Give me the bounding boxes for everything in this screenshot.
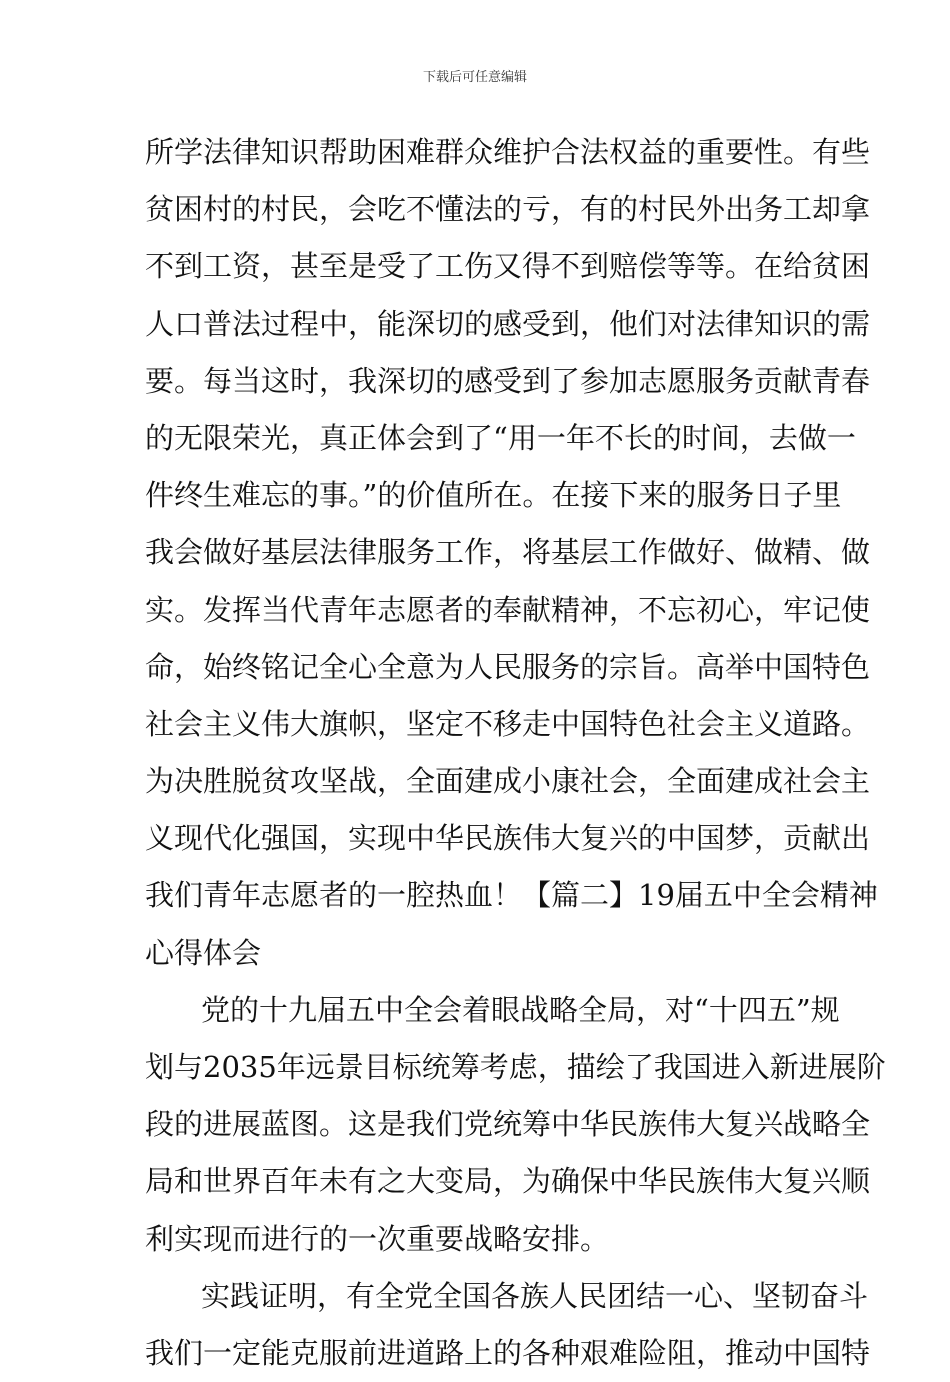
text-line: 利实现而进行的一次重要战略安排。 xyxy=(145,1221,610,1256)
text-line: 我会做好基层法律服务工作，将基层工作做好、做精、做 xyxy=(145,535,871,570)
text-line: 件终生难忘的事。”的价值所在。在接下来的服务日子里 xyxy=(145,478,842,513)
text-line: 所学法律知识帮助困难群众维护合法权益的重要性。有些 xyxy=(145,135,871,169)
text-line: 党的十九届五中全会着眼战略全局，对“十四五”规 xyxy=(201,992,840,1027)
text-line: 人口普法过程中，能深切的感受到，他们对法律知识的需 xyxy=(145,306,871,341)
text-line: 要。每当这时，我深切的感受到了参加志愿服务贡献青春 xyxy=(145,363,871,398)
text-line: 命，始终铭记全心全意为人民服务的宗旨。高举中国特色 xyxy=(145,649,871,684)
text-line: 局和世界百年未有之大变局，为确保中华民族伟大复兴顺 xyxy=(145,1164,871,1199)
text-line: 实。发挥当代青年志愿者的奉献精神，不忘初心，牢记使 xyxy=(145,592,871,627)
text-line: 实践证明，有全党全国各族人民团结一心、坚韧奋斗 xyxy=(201,1278,869,1313)
text-line: 我们青年志愿者的一腔热血！【篇二】19届五中全会精神 xyxy=(145,878,878,913)
text-line: 义现代化强国，实现中华民族伟大复兴的中国梦，贡献出 xyxy=(145,821,871,856)
text-line: 为决胜脱贫攻坚战，全面建成小康社会，全面建成社会主 xyxy=(145,764,871,799)
text-line: 我们一定能克服前进道路上的各种艰难险阻，推动中国特 xyxy=(145,1335,871,1370)
text-line: 社会主义伟大旗帜，坚定不移走中国特色社会主义道路。 xyxy=(145,706,871,741)
page-header-note: 下载后可任意编辑 xyxy=(422,70,527,85)
text-line: 的无限荣光，真正体会到了“用一年不长的时间，去做一 xyxy=(145,420,856,455)
text-line: 段的进展蓝图。这是我们党统筹中华民族伟大复兴战略全 xyxy=(145,1107,871,1142)
text-line: 不到工资，甚至是受了工伤又得不到赔偿等等。在给贫困 xyxy=(145,249,871,284)
text-line: 心得体会 xyxy=(145,935,262,970)
text-line: 贫困村的村民，会吃不懂法的亏，有的村民外出务工却拿 xyxy=(145,192,871,227)
document-body xyxy=(145,124,886,1382)
text-line: 划与2035年远景目标统筹考虑，描绘了我国进入新进展阶 xyxy=(145,1050,886,1084)
